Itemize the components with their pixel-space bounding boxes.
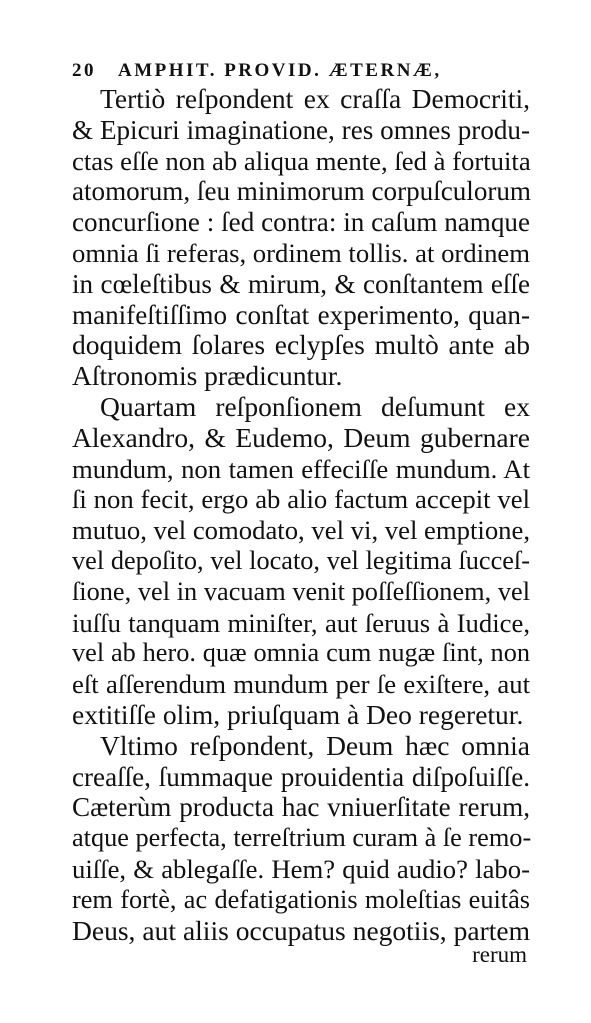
paragraph-2 bbox=[72, 392, 530, 731]
text-line: ſi non fecit, ergo ab alio factum accepit vel bbox=[72, 484, 530, 515]
text-line: vel ab hero. quæ omnia cum nugæ ſint, non bbox=[72, 638, 530, 668]
text-line: eſt aſſerendum mundum per ſe exiſtere, aut bbox=[72, 669, 530, 700]
page-number: 20 bbox=[72, 60, 96, 81]
catchword: rerum bbox=[472, 942, 527, 967]
text-line: mutuo, vel comodato, vel vi, vel emptione, bbox=[72, 515, 531, 546]
text-line: doquidem ſolares eclypſes multò ante ab bbox=[72, 329, 530, 361]
text-line: Alexandro, & Eudemo, Deum gubernare bbox=[72, 421, 530, 453]
text-line: Cæterùm producta hac vniuerſitate rerum, bbox=[72, 792, 530, 823]
paragraph-3 bbox=[72, 731, 530, 947]
text-line: iuſſu tanquam miniſter, aut ſeruus à Iudice, bbox=[72, 607, 530, 638]
text-line: uiſſe, & ablegaſſe. Hem? quid audio? labo- bbox=[72, 853, 530, 884]
text-line: Quartam reſponſionem deſumunt ex bbox=[100, 390, 530, 422]
running-head bbox=[72, 60, 532, 82]
text-line: concurſione : ſed contra: in caſum namque bbox=[72, 207, 530, 238]
text-line: mundum, non tamen effeciſſe mundum. At bbox=[72, 453, 530, 484]
text-line: Aſtronomis prædicuntur. bbox=[72, 360, 343, 392]
running-title: AMPHIT. PROVID. ÆTERNÆ, bbox=[118, 60, 442, 81]
text-line: omnia ſi referas, ordinem tollis. at ordinem bbox=[72, 237, 531, 268]
text-line: vel depoſito, vel locato, vel legitima ſucceſ- bbox=[72, 545, 530, 575]
paragraph-1 bbox=[72, 84, 530, 392]
text-line: manifeſtiſſimo conſtat experimento, quan- bbox=[72, 299, 530, 330]
text-line: rem fortè, ac defatigationis moleſtias euitâs bbox=[72, 884, 530, 914]
text-line: Tertiò reſpondent ex craſſa Democriti, bbox=[100, 83, 530, 114]
text-line: Deus, aut aliis occupatus negotiis, partem bbox=[72, 914, 530, 946]
text-line: in cœleſtibus & mirum, & conſtantem eſſe bbox=[72, 268, 530, 299]
text-line: creaſſe, ſummaque prouidentia diſpoſuiſſe. bbox=[72, 761, 530, 792]
text-line: ctas eſſe non ab aliqua mente, ſed à fortuita bbox=[72, 145, 531, 176]
body-text bbox=[72, 84, 530, 946]
text-line: Vltimo reſpondent, Deum hæc omnia bbox=[100, 729, 530, 761]
text-line: atque perfecta, terreſtrium curam à ſe remo- bbox=[72, 823, 532, 853]
text-line: atomorum, ſeu minimorum corpuſculorum bbox=[72, 176, 532, 207]
text-line: & Epicuri imaginatione, res omnes produ- bbox=[72, 114, 530, 145]
text-line: extitiſſe olim, priuſquam à Deo regeretur. bbox=[72, 698, 524, 730]
text-line: ſione, vel in vacuam venit poſſeſſionem, vel bbox=[72, 576, 530, 606]
